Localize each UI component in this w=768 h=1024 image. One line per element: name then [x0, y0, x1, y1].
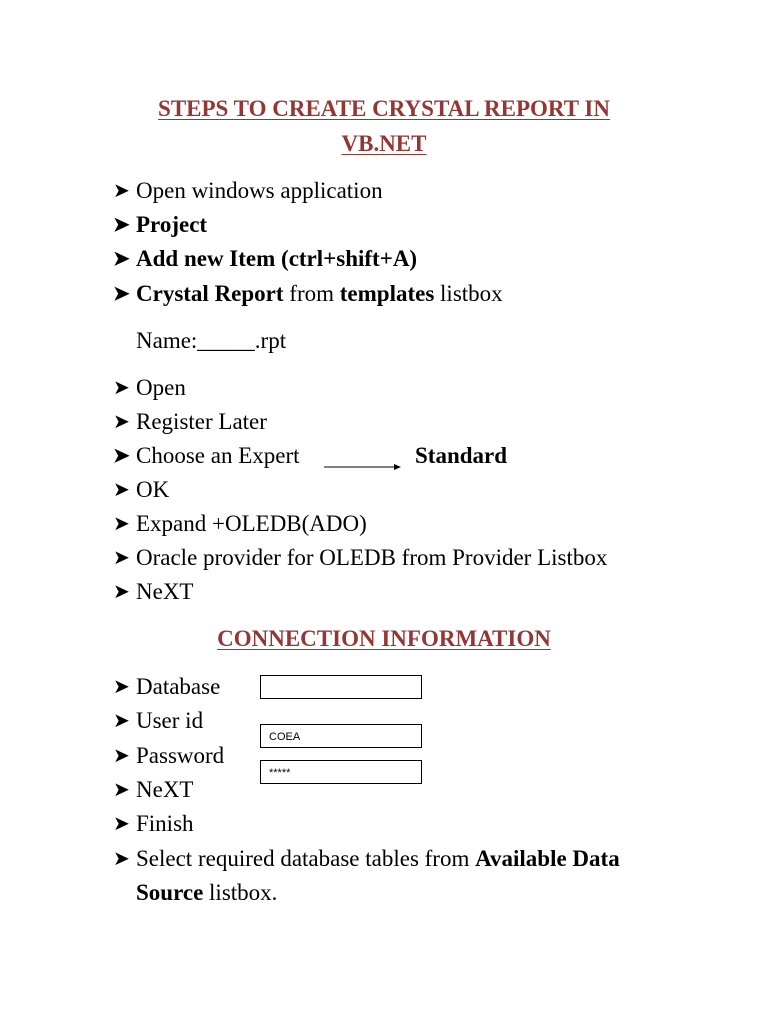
- arrowhead-bullet-icon: ➤: [113, 411, 130, 433]
- arrowhead-bullet-icon: ➤: [113, 779, 130, 801]
- arrowhead-bullet-icon: ➤: [113, 745, 130, 767]
- page-title: STEPS TO CREATE CRYSTAL REPORT IN: [158, 96, 610, 121]
- userid-field[interactable]: COEA: [260, 724, 422, 748]
- arrowhead-bullet-icon: ➤: [113, 214, 130, 236]
- list-item: ➤ Password: [113, 743, 225, 768]
- list-item: ➤ Open windows application: [113, 178, 383, 203]
- arrowhead-bullet-icon: ➤: [113, 710, 130, 732]
- list-item: ➤ User id: [113, 708, 204, 733]
- arrowhead-bullet-icon: ➤: [113, 479, 130, 501]
- list-item: ➤ Database: [113, 674, 221, 699]
- arrowhead-bullet-icon: ➤: [113, 848, 130, 870]
- name-line: Name:_____.rpt: [136, 328, 287, 353]
- list-item: ➤ Add new Item (ctrl+shift+A): [113, 246, 418, 271]
- list-item: ➤ Finish: [113, 811, 194, 836]
- arrowhead-bullet-icon: ➤: [113, 445, 130, 467]
- list-item: ➤ Crystal Report from templates listbox: [113, 281, 503, 306]
- password-field[interactable]: *****: [260, 760, 422, 784]
- expert-standard-label: Standard: [415, 443, 508, 468]
- arrowhead-bullet-icon: ➤: [113, 283, 130, 305]
- list-item-continuation: Source listbox.: [136, 880, 278, 905]
- section-heading: CONNECTION INFORMATION: [217, 626, 551, 651]
- arrowhead-bullet-icon: ➤: [113, 581, 130, 603]
- list-item: ➤ Register Later: [113, 409, 267, 434]
- list-item: ➤ Select required database tables from Available Data: [113, 846, 620, 871]
- page-title-line2: VB.NET: [341, 131, 427, 156]
- list-item: ➤ NeXT: [113, 579, 194, 604]
- list-item: ➤ NeXT: [113, 777, 194, 802]
- arrowhead-bullet-icon: ➤: [113, 513, 130, 535]
- arrowhead-bullet-icon: ➤: [113, 547, 130, 569]
- arrowhead-bullet-icon: ➤: [113, 813, 130, 835]
- list-item: ➤ Oracle provider for OLEDB from Provider Listbox: [113, 545, 608, 570]
- list-item: ➤ Choose an Expert: [113, 443, 300, 468]
- list-item: ➤ Expand +OLEDB(ADO): [113, 511, 367, 536]
- database-field[interactable]: [260, 675, 422, 699]
- arrowhead-bullet-icon: ➤: [113, 180, 130, 202]
- list-item: ➤ Open: [113, 375, 186, 400]
- arrowhead-bullet-icon: ➤: [113, 676, 130, 698]
- list-item: ➤ OK: [113, 477, 170, 502]
- arrowhead-bullet-icon: ➤: [113, 377, 130, 399]
- arrowhead-bullet-icon: ➤: [113, 248, 130, 270]
- list-item: ➤ Project: [113, 212, 208, 237]
- right-arrow-icon: [324, 460, 402, 474]
